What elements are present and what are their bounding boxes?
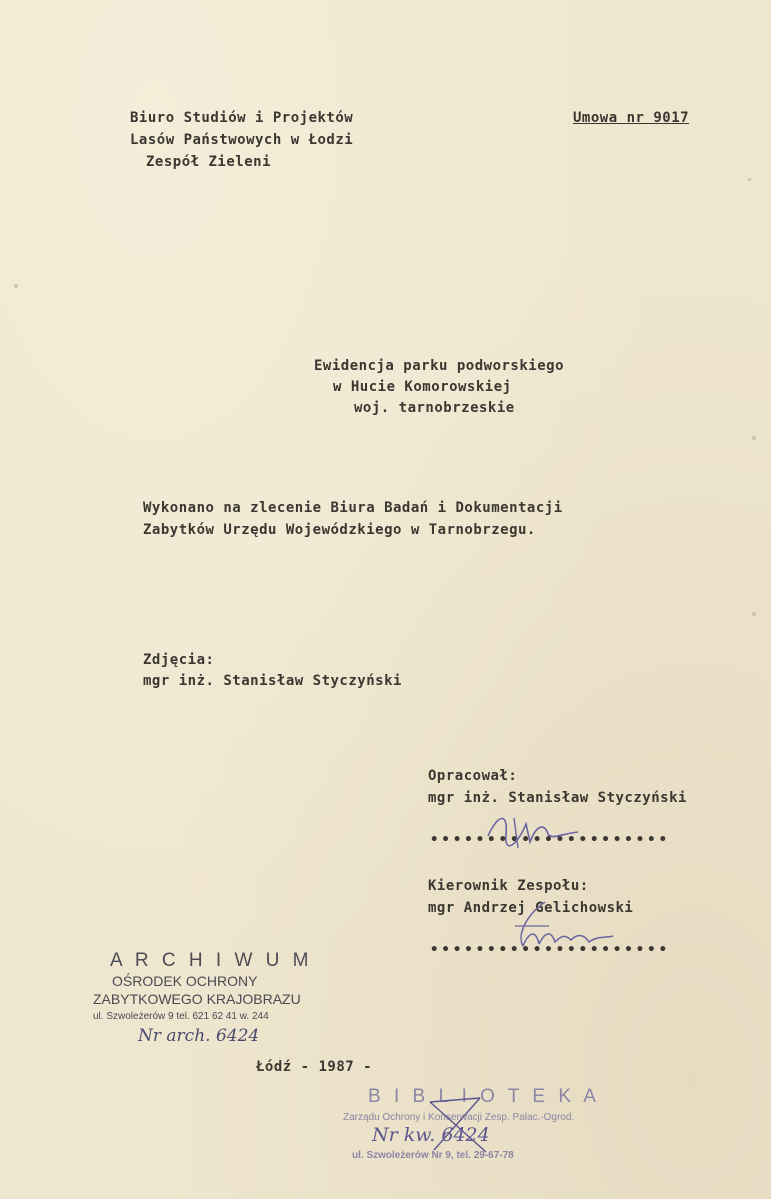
- contract-number: Umowa nr 9017: [573, 110, 690, 126]
- paper-speck: [752, 436, 756, 440]
- library-stamp-line-2: Zarządu Ochrony i Konserwacji Zesp. Pałac.-Ogrod.: [343, 1112, 575, 1123]
- archive-stamp-line-3: ZABYTKOWEGO KRAJOBRAZU: [93, 991, 301, 1007]
- paper-speck: [14, 284, 18, 288]
- archive-stamp-line-2: OŚRODEK OCHRONY: [112, 973, 258, 989]
- paper-speck: [752, 612, 756, 616]
- title-line-2: w Hucie Komorowskiej: [333, 379, 512, 395]
- prepared-signature: [478, 804, 598, 854]
- prepared-label: Opracował:: [428, 768, 518, 784]
- library-stamp-address: ul. Szwoleżerów Nr 9, tel. 29-67-78: [352, 1150, 514, 1161]
- title-line-3: woj. tarnobrzeskie: [354, 400, 515, 416]
- library-stamp-title: B I B L I O T E K A: [368, 1086, 600, 1107]
- photos-author: mgr inż. Stanisław Styczyński: [143, 673, 402, 689]
- archive-handwritten-number: Nr arch. 6424: [138, 1026, 260, 1046]
- commission-line-2: Zabytków Urzędu Wojewódzkiego w Tarnobrzegu.: [143, 522, 536, 538]
- archive-stamp-address: ul. Szwoleżerów 9 tel. 621 62 41 w. 244: [93, 1011, 269, 1022]
- institution-line-2: Lasów Państwowych w Łodzi: [130, 132, 354, 148]
- team-leader-signature: [505, 896, 635, 956]
- team-leader-label: Kierownik Zespołu:: [428, 878, 589, 894]
- institution-line-3: Zespół Zieleni: [146, 154, 272, 170]
- prepared-author: mgr inż. Stanisław Styczyński: [428, 790, 687, 806]
- paper-speck: [748, 178, 751, 181]
- library-stamp-number: Nr kw. 6424: [372, 1124, 490, 1146]
- archive-stamp-title: A R C H I W U M: [110, 950, 313, 971]
- library-stamp-scribble: [420, 1092, 500, 1162]
- team-leader-name: mgr Andrzej Gelichowski: [428, 900, 634, 916]
- title-line-1: Ewidencja parku podworskiego: [314, 358, 565, 374]
- commission-line-1: Wykonano na zlecenie Biura Badań i Dokumentacji: [143, 500, 563, 516]
- photos-label: Zdjęcia:: [143, 652, 215, 668]
- institution-line-1: Biuro Studiów i Projektów: [130, 110, 354, 126]
- team-leader-signature-line: •••••••••••••••••••••: [430, 942, 671, 958]
- place-and-date: Łódź - 1987 -: [256, 1059, 373, 1075]
- prepared-signature-line: •••••••••••••••••••••: [430, 832, 671, 848]
